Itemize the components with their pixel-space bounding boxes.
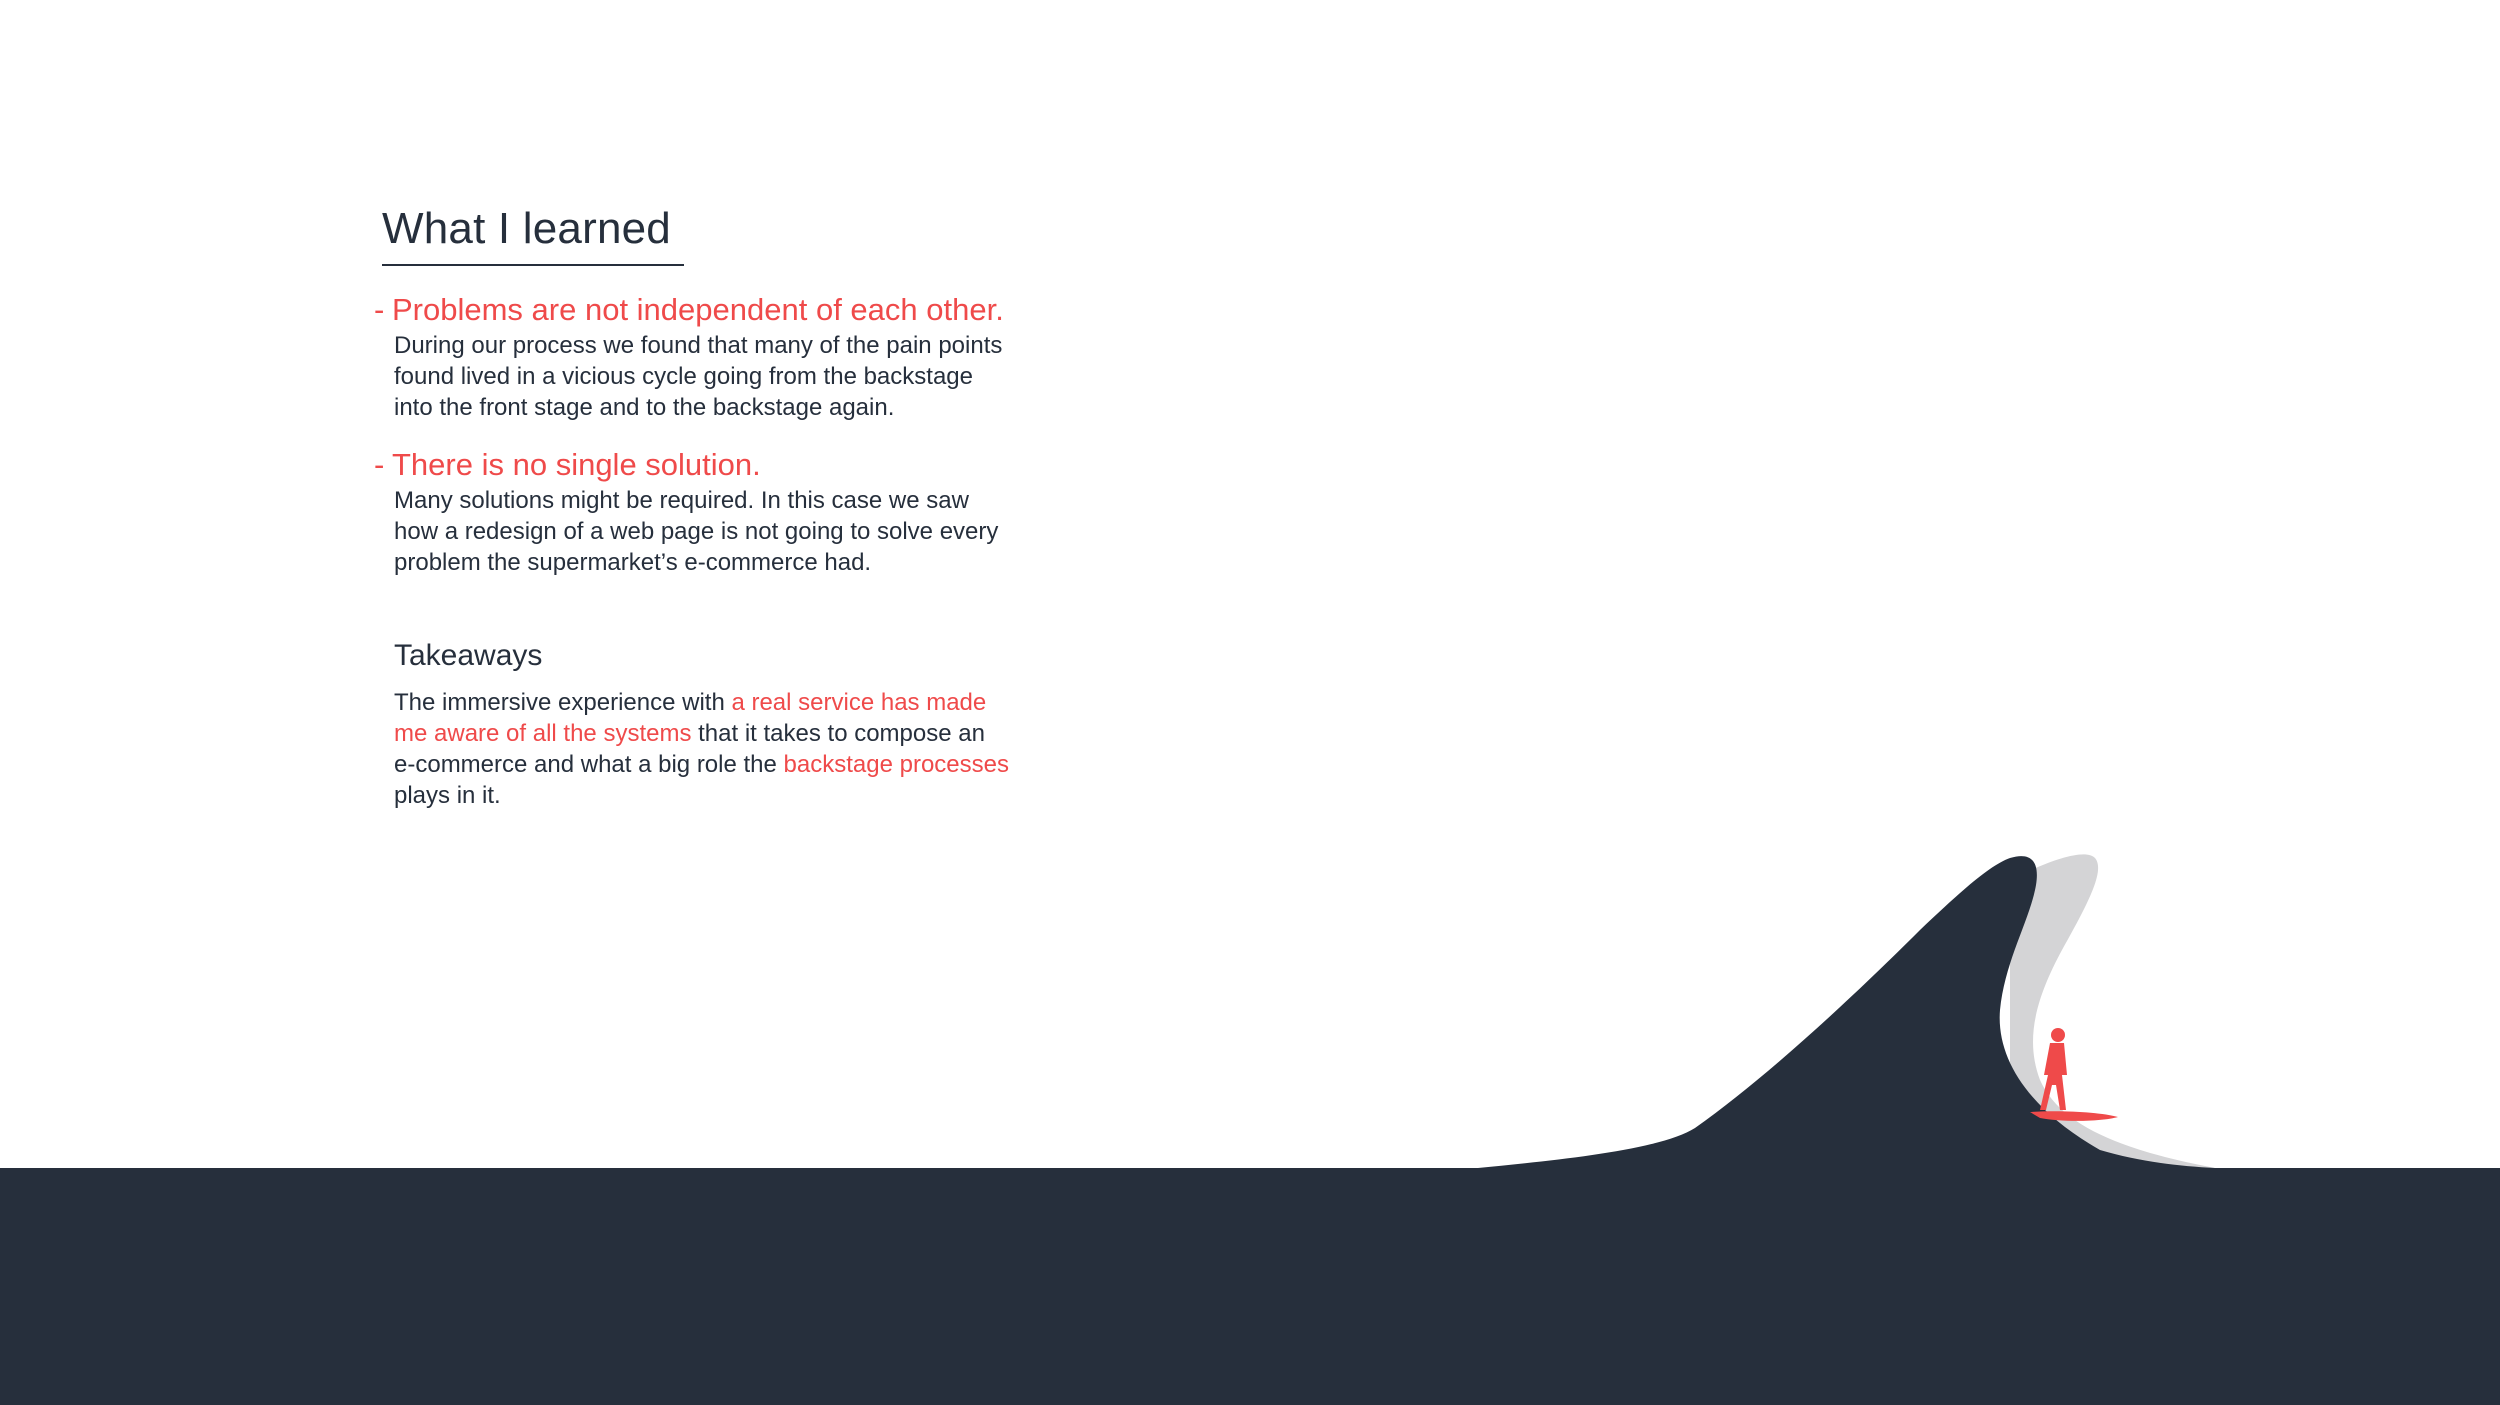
point-body-line: into the front stage and to the backstage again. [394, 394, 895, 421]
takeaways-heading: Takeaways [394, 639, 543, 672]
dash-bullet: - [374, 292, 385, 327]
takeaways-text: e-commerce and what a big role the [394, 751, 784, 778]
takeaways-highlight: me aware of all the systems [394, 720, 692, 747]
point-heading-text: Problems are not independent of each other. [392, 292, 1004, 327]
takeaways-text: that it takes to compose an [691, 720, 985, 747]
point-body-line: found lived in a vicious cycle going from the backstage [394, 363, 973, 390]
surfer-icon [2030, 1028, 2118, 1121]
wave-main [1478, 856, 2215, 1168]
takeaways-highlight: backstage processes [783, 751, 1009, 778]
takeaways-text: The immersive experience with [394, 689, 732, 716]
takeaways-text: plays in it. [394, 782, 501, 809]
point-body-line: problem the supermarket’s e-commerce had. [394, 549, 872, 576]
point-body-line: Many solutions might be required. In this case we saw [394, 487, 969, 514]
dash-bullet: - [374, 447, 385, 482]
page-title: What I learned [382, 204, 671, 253]
sea-band [0, 1168, 2500, 1405]
point-body-line: During our process we found that many of the pain points [394, 332, 1003, 359]
point-body-line: how a redesign of a web page is not going to solve every [394, 518, 999, 545]
takeaways-highlight: a real service has made [731, 689, 987, 716]
point-heading-text: There is no single solution. [392, 447, 761, 482]
